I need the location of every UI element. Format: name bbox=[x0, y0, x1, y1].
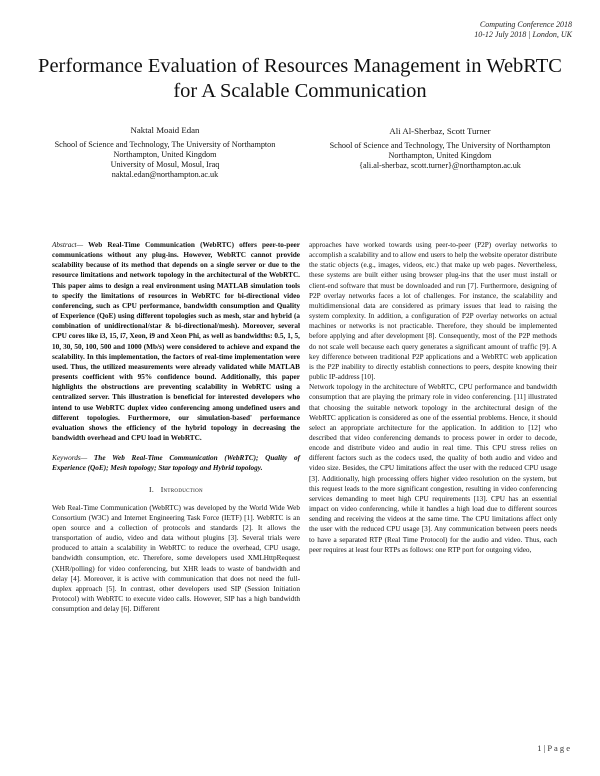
section-number: I. bbox=[149, 485, 155, 495]
right-column bbox=[309, 240, 557, 555]
keywords-text: The Web Real-Time Communication (WebRTC); Quality of Experience (QoE); Mesh topology; Star topology and Hybrid topology. bbox=[52, 454, 300, 473]
author-affiliation-2: University of Mosul, Mosul, Iraq bbox=[110, 160, 220, 169]
author-email: {ali.al-sherbaz, scott.turner}@northampton.ac.uk bbox=[359, 161, 521, 170]
paper-title: Performance Evaluation of Resources Management in WebRTC for A Scalable Communication bbox=[38, 55, 562, 102]
body-paragraph-2: Network topology in the architecture of WebRTC, CPU performance and bandwidth consumption that are playing the primary role in video conferencing. [11] illustrated that choosing the suitable network topology in the architectural design of the WebRTC application is considered as one of the essential problems. Hence, it should select an appropriate architecture for the application. In addition to [12] who described that video conferencing demands to process power in order to decode, encode and distribute video and audio in real time. This CPU stress relies on different factors such as the codecs used, the quality of both audio and video and video size. Besides, the CPU limitations affect the user with the reduced CPU usage [3]. Additionally, high processing offers higher video resolution on the system, but this request leads to the more significant congestion, resulting in video conferencing services demanding to meet high CPU requirements [13]. CPU has an essential impact on video conferencing, while it handles a high load due to different sources sending and receiving the videos at the same time. The CPU limitations affect only the user with the reduced CPU usage [3]. Any communication between peers needs to have a separated RTP (Real Time Protocol) for the audio and video. Thus, each peer requires at least four RTPs as follows: one RTP port for outgoing video, bbox=[309, 383, 557, 554]
keywords: Keywords— The Web Real-Time Communication (WebRTC); Quality of Experience (QoE); Mesh topology; Star topology and Hybrid topology. bbox=[52, 454, 300, 473]
author-email: naktal.edan@northampton.ac.uk bbox=[111, 170, 219, 179]
conference-date-place: 10-12 July 2018 | London, UK bbox=[474, 30, 572, 39]
author-location: Northampton, United Kingdom bbox=[388, 151, 492, 160]
author-location: Northampton, United Kingdom bbox=[113, 150, 217, 159]
section-heading bbox=[52, 485, 300, 495]
page-number: 1 bbox=[537, 743, 542, 753]
conference-header bbox=[474, 20, 572, 40]
conference-name: Computing Conference 2018 bbox=[479, 20, 572, 29]
page-footer bbox=[537, 743, 570, 753]
author-affiliation: School of Science and Technology, The University of Northampton bbox=[54, 140, 276, 149]
left-column bbox=[52, 240, 300, 614]
abstract-text: Web Real-Time Communication (WebRTC) offers peer-to-peer communications without any plug-ins. However, WebRTC cannot provide scalability because of its method that depends on a single server or due to the resource limitations and network topology in the architectural of the WebRTC. This paper aims to design a real environment using MATLAB simulation tools to specify the limitations of resources in WebRTC for bi-directional video conferencing, such as CPU performance, bandwidth consumption and Quality of Experience (QoE) using different topologies such as mesh, star and hybrid (a combination of unidirectional/star & bi-directional/mesh). Moreover, several CPU cores like i3, 15, i7, Xeon, i9 and Xeon Phi, as well as bandwidths: 0.5, 1, 5, 10, 30, 50, 100, 500 and 1000 (Mb/s) were considered to achieve and expand the scalability. In this implementation, the factors of real-time implementation were used. Thus, the utilized measurements were already validated while MATLAB presents coefficient with 95% confidence bound. Additionally, this paper highlights the obstructions are preventing scalability in WebRTC using a centralized server. This illustration is beneficial for interested developers who intend to use WebRTC duplex video conferencing among undefined users and different topologies. Furthermore, our simulation-based' performance evaluation shows the efficiency of the hybrid topology in decreasing the bandwidth overhead and CPU load in WebRTC. bbox=[52, 241, 300, 442]
abstract: Abstract— Web Real-Time Communication (WebRTC) offers peer-to-peer communications without any plug-ins. However, WebRTC cannot provide scalability because of its method that depends on a single server or due to the resource limitations and network topology in the architectural of the WebRTC. This paper aims to design a real environment using MATLAB simulation tools to specify the limitations of resources in WebRTC for bi-directional video conferencing, such as CPU performance, bandwidth consumption and Quality of Experience (QoE) using different topologies such as mesh, star and hybrid (a combination of unidirectional/star & bi-directional/mesh). Moreover, several CPU cores like i3, 15, i7, Xeon, i9 and Xeon Phi, as well as bandwidths: 0.5, 1, 5, 10, 30, 50, 100, 500 and 1000 (Mb/s) were considered to achieve and expand the scalability. In this implementation, the factors of real-time implementation were used. Thus, the utilized measurements were already validated while MATLAB presents coefficient with 95% confidence bound. Additionally, this paper highlights the obstructions are preventing scalability in WebRTC using a centralized server. This illustration is beneficial for interested developers who intend to use WebRTC duplex video conferencing among undefined users and different topologies. Furthermore, our simulation-based' performance evaluation shows the efficiency of the hybrid topology in decreasing the bandwidth overhead and CPU load in WebRTC. bbox=[52, 241, 300, 442]
body-paragraph-1: approaches have worked towards using peer-to-peer (P2P) overlay networks to accomplish a scalability and to allow end users to help the website operator distribute the static objects (e.g., images, videos, etc.) that make up web pages. Nevertheless, these systems are built either using browser plug-ins that the user must install or client-end software that must be downloaded and run [7]. Furthermore, designing of P2P overlay networks faces a lot of challenges. For instance, the scalability and multidimensional data are considered as primary issues that lead to raising the system complexity. In addition, a configuration of P2P overlay networks on actual machines or networks is not practicable. Therefore, they should be implemented before applying and after development [8]. Consequently, most of the P2P methods do not scale well because each query generates a significant amount of traffic [9]. A key difference between traditional P2P applications and a WebRTC web application is the P2P inability to directly establish connections to peers, despite knowing their public IP-address [10]. bbox=[309, 241, 557, 382]
section-title: Introduction bbox=[160, 485, 203, 495]
page-label: | P a g e bbox=[543, 743, 570, 753]
intro-paragraph: Web Real-Time Communication (WebRTC) was developed by the World Wide Web Consortium (W3C) and Internet Engineering Task Force (IETF) [1]. WebRTC is an open source and a collection of protocols and standards [2]. It allows the transportation of audio, video and data without plugins [3]. Several trials were produced to attain a scalability in WebRTC to reduce the overhead, CPU usage, bandwidth consumption, etc. Therefore, some developers used XMLHttpRequest (XHR/polling) for video conferencing, but XHR leads to waste of bandwidth and delay [4]. Moreover, it is active with communication that does not need the full-duplex approach [5]. In contrast, other developers used SIP (Session Initiation Protocol) with WebRTC to execute video calls. However, SIP has a high bandwidth consumption and delay [6]. Different bbox=[52, 503, 300, 614]
author-block-1 bbox=[45, 125, 285, 180]
author-block-2 bbox=[320, 126, 560, 171]
author-affiliation: School of Science and Technology, The University of Northampton bbox=[329, 141, 551, 150]
author-name: Naktal Moaid Edan bbox=[130, 125, 200, 135]
abstract-label: Abstract bbox=[52, 241, 77, 249]
author-name: Ali Al-Sherbaz, Scott Turner bbox=[389, 126, 491, 136]
keywords-label: Keywords bbox=[52, 454, 81, 463]
